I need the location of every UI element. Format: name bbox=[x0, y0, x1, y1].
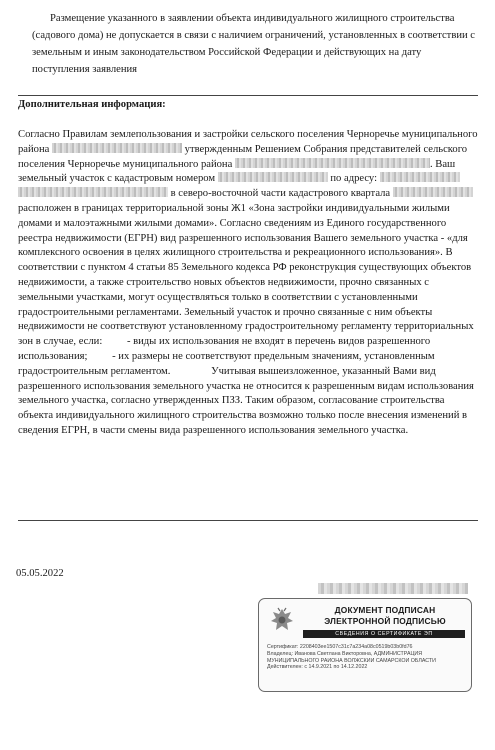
stamp-title-line: ДОКУМЕНТ ПОДПИСАН bbox=[334, 605, 436, 615]
certificate-info-bar: СВЕДЕНИЯ О СЕРТИФИКАТЕ ЭП bbox=[303, 630, 465, 638]
body-text-part: по адресу: bbox=[330, 173, 378, 185]
body-text-part: в северо-восточной части кадастрового квартала bbox=[170, 188, 391, 200]
body-text-part: расположен в границах территориальной зоны Ж1 «Зона застройки индивидуальными жилыми домами и малоэтажными жилыми домами». Согласно сведениям из Единого государственного реестра недвижимости (ЕГРН) вид разрешенного использования Вашего земельного участка - «для комплексного освоения в целях жилищного строительства и рекреационного использования». В соответствии с пунктом 4 статьи 85 Земельного кодекса РФ реконструкция существующих объектов недвижимости, а также строительство новых объектов недвижимости, прочно связанных с земельными участками, могут осуществляться только в соответствии с установленными градостроительными регламентами. Земельный участок и прочно связанные с ним объекты недвижимости не соответствуют установленному градостроительному регламенту территориальных зон в случае, если: bbox=[18, 202, 474, 348]
redacted-signer-name bbox=[318, 583, 468, 594]
body-text-part: утвержденным Решением Собрания представителей сельского поселения Черноречье муниципального района bbox=[18, 143, 468, 170]
electronic-signature-stamp bbox=[258, 598, 472, 692]
body-text-part: - виды их использования не входят в перечень видов разрешенного использования; bbox=[18, 336, 431, 362]
redacted-block bbox=[393, 187, 473, 197]
certificate-owner-org: МУНИЦИПАЛЬНОГО РАЙОНА ВОЛЖСКИЙ САМАРСКОЙ ОБЛАСТИ bbox=[267, 657, 436, 664]
document-date: 05.05.2022 bbox=[16, 568, 64, 579]
coat-of-arms-icon bbox=[267, 605, 297, 635]
additional-info-heading: Дополнительная информация: bbox=[18, 99, 166, 110]
certificate-validity: Действителен: с 14.9.2021 по 14.12.2022 bbox=[267, 664, 368, 671]
body-text-part: Учитывая вышеизложенное, указанный Вами вид разрешенного использования земельного участка не относится к разрешенным видам использования земельного участка, согласно утвержденных ПЗЗ. Таким образом, согласование строительства объекта индивидуального жилищного строительства возможно только после внесения изменений в сведения ЕГРН, в части смены вида разрешенного использования земельного участка. bbox=[18, 365, 474, 436]
redacted-block bbox=[235, 158, 430, 168]
body-text-part: . Ваш земельный участок с кадастровым номером bbox=[18, 158, 456, 185]
redacted-block bbox=[218, 172, 328, 182]
additional-info-body bbox=[18, 128, 478, 439]
divider-line bbox=[18, 520, 478, 521]
body-text-part: Согласно Правилам землепользования и застройки сельского поселения Черноречье муниципального района bbox=[18, 129, 478, 155]
refusal-reason-paragraph: Размещение указанного в заявлении объекта индивидуального жилищного строительства (садового дома) не допускается в связи с наличием ограничений, установленных в соответствии с земельным и иным законодательством Российской Федерации и действующих на дату поступления заявления bbox=[32, 13, 476, 75]
stamp-title bbox=[305, 605, 465, 627]
divider-line bbox=[18, 95, 478, 96]
certificate-owner: Владелец: Иванова Светлана Викторовна, АДМИНИСТРАЦИЯ bbox=[267, 650, 423, 657]
redacted-block bbox=[52, 143, 182, 153]
certificate-number: Сертификат: 2208403ee1507c31c7a234a08c0519b03b0fd76 bbox=[267, 644, 413, 650]
stamp-title-line: ЭЛЕКТРОННОЙ ПОДПИСЬЮ bbox=[324, 616, 446, 626]
certificate-details bbox=[267, 644, 465, 671]
redacted-block bbox=[380, 172, 460, 182]
body-text-part: - их размеры не соответствуют предельным значениям, установленным градостроительным регламентом. bbox=[18, 350, 435, 377]
redacted-block bbox=[18, 187, 168, 197]
